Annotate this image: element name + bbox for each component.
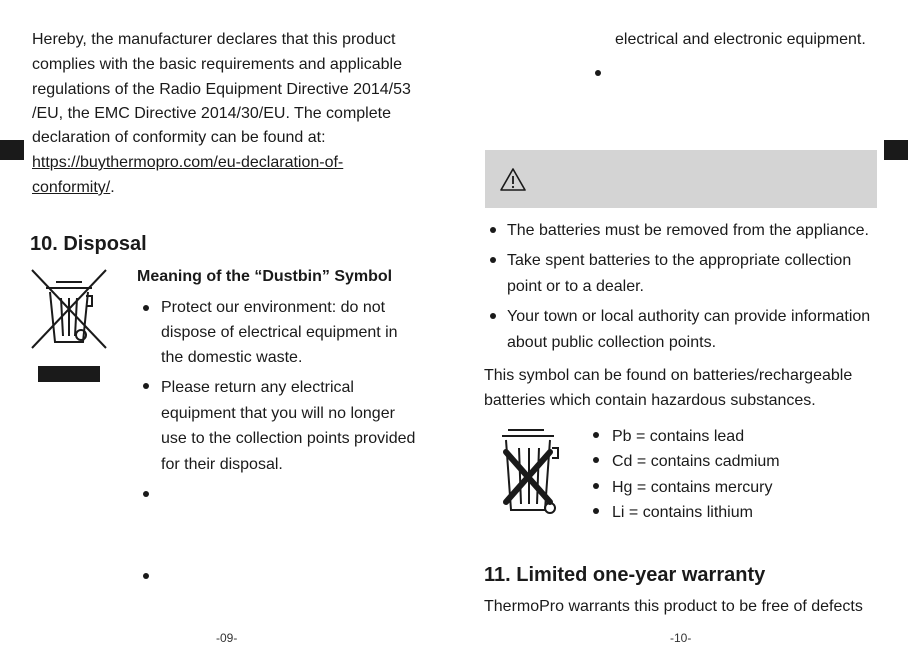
chemical-cd: Cd = contains cadmium [612, 453, 780, 470]
declaration-link-end [32, 175, 115, 200]
chemical-pb: Pb = contains lead [612, 428, 745, 445]
disposal-bullet-1-line-2: dispose of electrical equipment in [161, 324, 398, 341]
bullet-dot [593, 432, 599, 438]
disposal-bullet-2-line-1: Please return any electrical [161, 379, 354, 396]
warning-triangle-icon [499, 167, 527, 197]
empty-bullet-dot [595, 70, 601, 76]
battery-bullet-3-line-1: Your town or local authority can provide information [507, 308, 871, 325]
disposal-bullet-1-line-3: the domestic waste. [161, 349, 303, 366]
link-period: . [110, 179, 115, 196]
dustbin-symbol-subheading: Meaning of the “Dustbin” Symbol [137, 268, 393, 285]
bullet-dot [593, 483, 599, 489]
disposal-bullet-1-line-1: Protect our environment: do not [161, 299, 386, 316]
intro-line-1: Hereby, the manufacturer declares that this product [32, 31, 396, 48]
disposal-bullet-2-line-3: use to the collection points provided [161, 430, 416, 447]
battery-bullet-3-line-2: about public collection points. [507, 334, 717, 351]
declaration-link-cont[interactable]: conformity/ [32, 179, 111, 196]
disposal-bullet-2-line-2: equipment that you will no longer [161, 405, 395, 422]
intro-line-2: complies with the basic requirements and applicable [32, 56, 402, 73]
left-edge-tab [0, 140, 24, 160]
empty-bullet-dot [143, 491, 149, 497]
crossed-out-battery-bin-icon [494, 422, 564, 523]
symbol-note-line-1: This symbol can be found on batteries/rechargeable [484, 367, 853, 384]
intro-line-4: /EU, the EMC Directive 2014/30/EU. The complete [32, 105, 391, 122]
bullet-dot [593, 508, 599, 514]
weee-continued-line: electrical and electronic equipment. [615, 31, 866, 48]
disposal-bullet-2-line-4: for their disposal. [161, 456, 283, 473]
warranty-text-line: ThermoPro warrants this product to be free of defects [484, 598, 863, 615]
battery-bullet-2-line-2: point or to a dealer. [507, 278, 644, 295]
chemical-li: Li = contains lithium [612, 504, 753, 521]
chemical-hg: Hg = contains mercury [612, 479, 773, 496]
bullet-dot [143, 383, 149, 389]
bullet-dot [490, 313, 496, 319]
intro-line-5: declaration of conformity can be found at: [32, 129, 326, 146]
bullet-dot [143, 305, 149, 311]
bullet-dot [490, 257, 496, 263]
section-heading-warranty: 11. Limited one-year warranty [484, 564, 766, 586]
right-edge-tab [884, 140, 908, 160]
battery-bullet-2-line-1: Take spent batteries to the appropriate collection [507, 252, 852, 269]
battery-bullet-1: The batteries must be removed from the appliance. [507, 222, 869, 239]
page-number-right: -10- [670, 631, 692, 645]
symbol-note-line-2: batteries which contain hazardous substances. [484, 392, 816, 409]
intro-line-3: regulations of the Radio Equipment Directive 2014/53 [32, 81, 411, 98]
page-number-left: -09- [216, 631, 238, 645]
bullet-dot [490, 227, 496, 233]
empty-bullet-dot [143, 573, 149, 579]
bullet-dot [593, 457, 599, 463]
declaration-link[interactable]: https://buythermopro.com/eu-declaration-of- [32, 154, 344, 171]
crossed-out-wheelie-bin-icon [30, 268, 108, 389]
section-heading-disposal: 10. Disposal [30, 233, 147, 255]
battery-warning-box [485, 150, 877, 208]
